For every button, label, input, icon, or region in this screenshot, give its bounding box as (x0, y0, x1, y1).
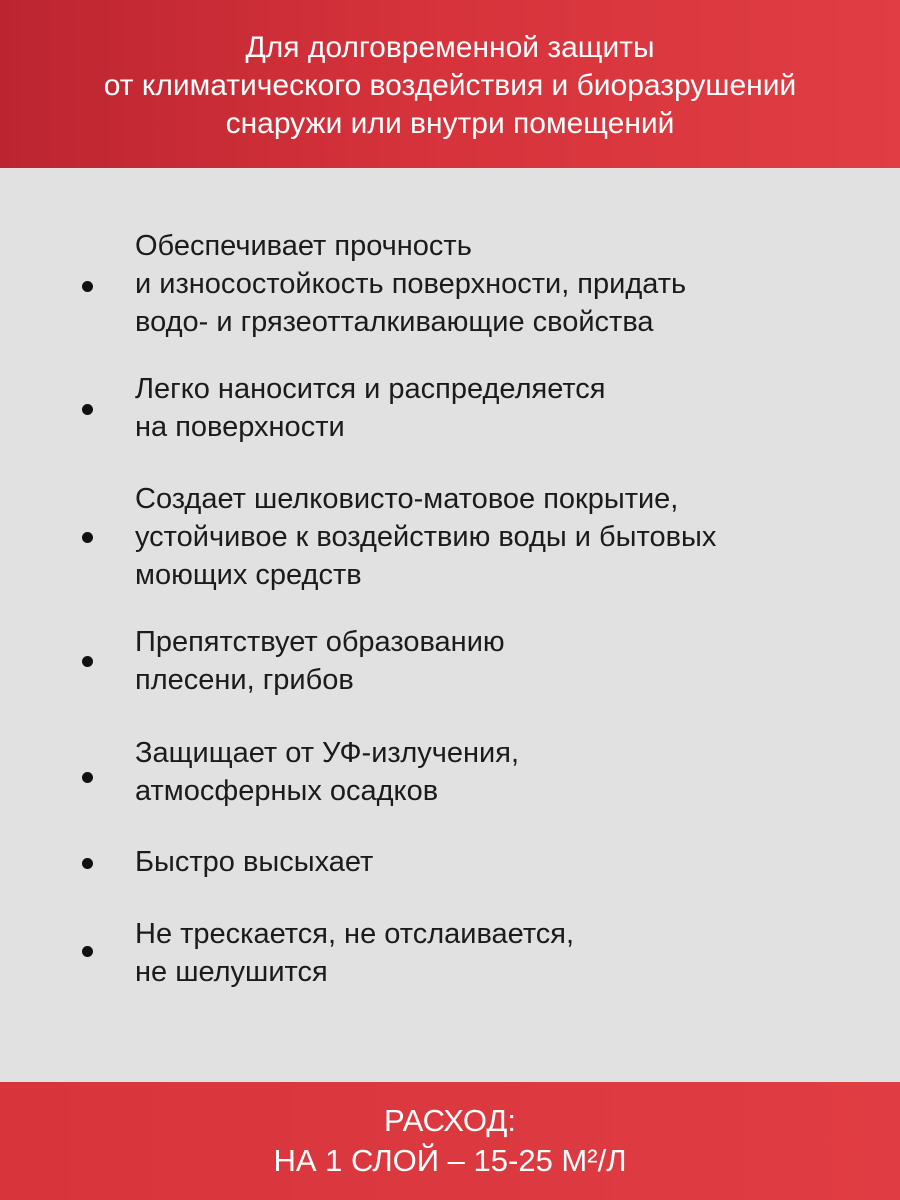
feature-line: плесени, грибов (135, 664, 354, 696)
feature-line: на поверхности (135, 411, 345, 443)
header-line: Для долговременной защиты (245, 31, 655, 64)
bullet-icon (82, 281, 93, 292)
feature-line: Препятствует образованию (135, 626, 505, 658)
feature-line: Легко наносится и распределяется (135, 373, 606, 405)
feature-line: Защищает от УФ-излучения, (135, 737, 519, 769)
bullet-icon (82, 656, 93, 667)
feature-line: Обеспечивает прочность (135, 230, 472, 262)
header-line: снаружи или внутри помещений (225, 107, 675, 140)
bullet-icon (82, 772, 93, 783)
feature-line: моющих средств (135, 559, 362, 591)
consumption-banner (0, 1082, 900, 1200)
bullet-icon (82, 858, 93, 869)
consumption-value: НА 1 СЛОЙ – 15-25 М²/Л (273, 1143, 627, 1178)
feature-line: атмосферных осадков (135, 775, 439, 807)
features-list (0, 168, 900, 1082)
feature-line: водо- и грязеотталкивающие свойства (135, 306, 654, 338)
bullet-icon (82, 404, 93, 415)
consumption-title: РАСХОД: (384, 1103, 516, 1138)
feature-line: не шелушится (135, 956, 328, 988)
header-banner (0, 0, 900, 168)
feature-line: и износостойкость поверхности, придать (135, 268, 687, 300)
bullet-icon (82, 946, 93, 957)
header-line: от климатического воздействия и биоразрушений (103, 69, 797, 102)
feature-line: Быстро высыхает (135, 846, 374, 878)
feature-line: устойчивое к воздействию воды и бытовых (135, 521, 717, 553)
feature-line: Создает шелковисто-матовое покрытие, (135, 483, 679, 515)
feature-line: Не трескается, не отслаивается, (135, 918, 575, 950)
bullet-icon (82, 532, 93, 543)
